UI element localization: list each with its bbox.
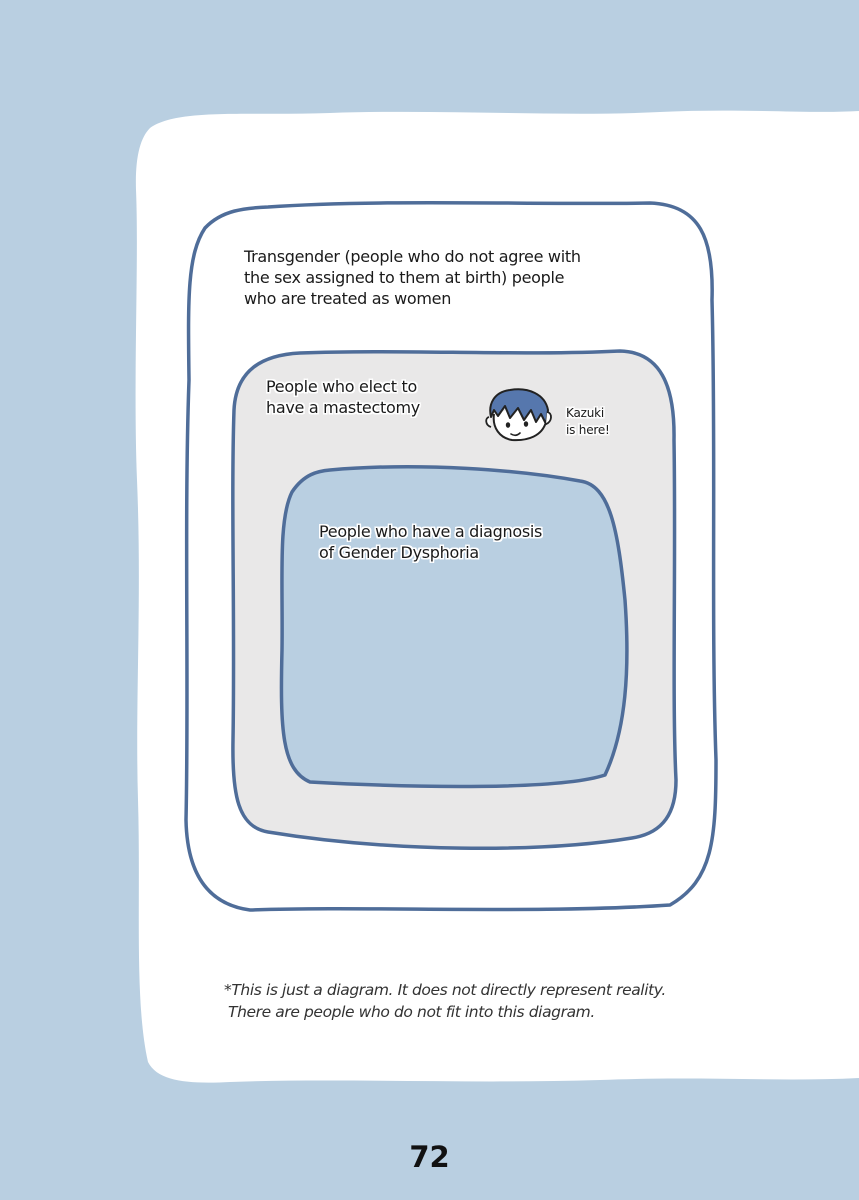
kazuki-callout	[566, 405, 610, 439]
kazuki-callout-line: is here!	[566, 423, 610, 437]
middle-set-label-line: People who elect to	[266, 377, 417, 396]
kazuki-callout-line: Kazuki	[566, 406, 604, 420]
inner-set-boundary	[281, 467, 627, 787]
outer-set-label	[244, 246, 581, 309]
inner-set-label-line: People who have a diagnosis	[319, 522, 543, 541]
outer-set-label-line: Transgender (people who do not agree with	[244, 247, 581, 266]
outer-set-label-line: the sex assigned to them at birth) people	[244, 268, 565, 287]
footnote-line: There are people who do not fit into this diagram.	[228, 1003, 595, 1021]
footnote-line: *This is just a diagram. It does not directly represent reality.	[224, 981, 666, 999]
outer-set-label-line: who are treated as women	[244, 289, 452, 308]
page-number: 72	[409, 1140, 450, 1174]
inner-set-label-line: of Gender Dysphoria	[319, 543, 479, 562]
middle-set-label	[266, 376, 420, 418]
footnote	[224, 979, 666, 1023]
inner-set-label	[319, 521, 542, 563]
middle-set-label-line: have a mastectomy	[266, 398, 420, 417]
